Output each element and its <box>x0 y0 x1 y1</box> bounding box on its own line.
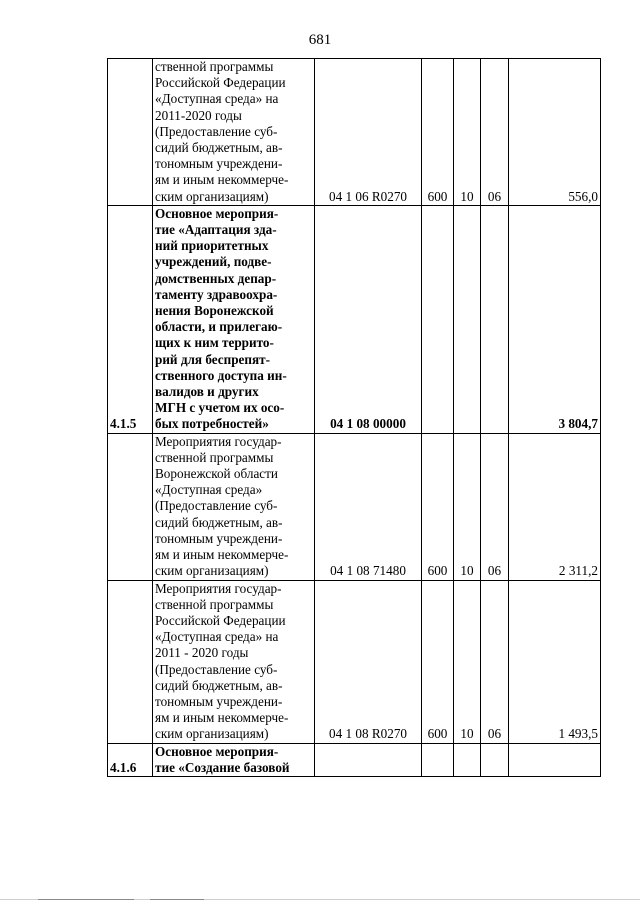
item-name-line: МГН с учетом их осо- <box>155 400 285 416</box>
item-name-line: учреждений, подве- <box>155 254 272 270</box>
item-name-line: тие «Создание базовой <box>155 759 290 775</box>
item-name-line: ственного доступа ин- <box>155 367 287 383</box>
row-number-cell <box>108 433 153 580</box>
amount-cell: 1 493,5 <box>509 580 601 743</box>
item-name-line: бых потребностей» <box>155 416 269 432</box>
item-name-line: ям и иным некоммерче- <box>155 547 289 563</box>
item-name-line: (Предоставление суб- <box>155 123 278 139</box>
item-name-line: 2011-2020 годы <box>155 107 242 123</box>
item-name-line: 2011 - 2020 годы <box>155 645 249 661</box>
item-name-line: (Предоставление суб- <box>155 661 278 677</box>
item-name-line: тие «Адаптация зда- <box>155 222 277 238</box>
item-name-line: Российской Федерации <box>155 612 286 628</box>
item-name-line: ний приоритетных <box>155 238 269 254</box>
item-name-line: валидов и других <box>155 384 259 400</box>
item-name-line: «Доступная среда» на <box>155 629 279 645</box>
item-name-line: ям и иным некоммерче- <box>155 172 289 188</box>
expense-type-cell: 600 <box>422 580 454 743</box>
amount-cell: 2 311,2 <box>509 433 601 580</box>
item-name-line: «Доступная среда» <box>155 482 263 498</box>
item-name-line: нения Воронежской <box>155 303 274 319</box>
table-row <box>108 433 601 580</box>
expense-type-cell <box>422 205 454 433</box>
item-name-line: тономным учреждени- <box>155 156 283 172</box>
item-name-cell <box>153 580 315 743</box>
section-cell: 10 <box>454 580 481 743</box>
amount-cell: 3 804,7 <box>509 205 601 433</box>
amount-cell <box>509 743 601 776</box>
item-name-line: Основное мероприя- <box>155 205 279 221</box>
item-name-line: ским организациям) <box>155 563 269 579</box>
page-number: 681 <box>308 32 332 48</box>
row-number-cell: 4.1.6 <box>108 743 153 776</box>
item-name-line: сидий бюджетным, ав- <box>155 514 283 530</box>
table-row <box>108 580 601 743</box>
section-cell: 10 <box>454 59 481 206</box>
item-name-line: Воронежской области <box>155 466 278 482</box>
target-code-cell: 04 1 08 R0270 <box>315 580 422 743</box>
item-name-line: ским организациям) <box>155 726 269 742</box>
subsection-cell <box>481 205 509 433</box>
item-name-cell <box>153 59 315 206</box>
item-name-line: ям и иным некоммерче- <box>155 710 289 726</box>
table-row <box>108 743 601 776</box>
target-code-cell <box>315 743 422 776</box>
expense-type-cell <box>422 743 454 776</box>
subsection-cell: 06 <box>481 580 509 743</box>
item-name-line: (Предоставление суб- <box>155 498 278 514</box>
section-cell: 10 <box>454 433 481 580</box>
item-name-cell <box>153 743 315 776</box>
item-name-line: «Доступная среда» на <box>155 91 279 107</box>
item-name-line: сидий бюджетным, ав- <box>155 140 283 156</box>
item-name-line: области, и прилегаю- <box>155 319 283 335</box>
item-name-line: Основное мероприя- <box>155 743 279 759</box>
subsection-cell: 06 <box>481 59 509 206</box>
expense-type-cell: 600 <box>422 433 454 580</box>
section-cell <box>454 205 481 433</box>
subsection-cell: 06 <box>481 433 509 580</box>
page-bottom-rule <box>0 899 640 900</box>
amount-cell: 556,0 <box>509 59 601 206</box>
item-name-line: таменту здравоохра- <box>155 286 278 302</box>
item-name-line: Мероприятия государ- <box>155 580 282 596</box>
expense-type-cell: 600 <box>422 59 454 206</box>
table-row <box>108 59 601 206</box>
row-number-cell <box>108 59 153 206</box>
item-name-cell <box>153 205 315 433</box>
budget-table <box>107 58 601 777</box>
target-code-cell: 04 1 06 R0270 <box>315 59 422 206</box>
item-name-line: ственной программы <box>155 59 274 74</box>
item-name-line: сидий бюджетным, ав- <box>155 677 283 693</box>
item-name-line: ственной программы <box>155 596 274 612</box>
section-cell <box>454 743 481 776</box>
row-number-cell: 4.1.5 <box>108 205 153 433</box>
item-name-line: щих к ним террито- <box>155 335 274 351</box>
item-name-cell <box>153 433 315 580</box>
item-name-line: ственной программы <box>155 449 274 465</box>
item-name-line: Мероприятия государ- <box>155 433 282 449</box>
item-name-line: тономным учреждени- <box>155 693 283 709</box>
item-name-line: ским организациям) <box>155 188 269 204</box>
item-name-line: рий для беспрепят- <box>155 351 271 367</box>
table-body <box>108 59 601 777</box>
row-number-cell <box>108 580 153 743</box>
table-row <box>108 205 601 433</box>
item-name-line: тономным учреждени- <box>155 530 283 546</box>
subsection-cell <box>481 743 509 776</box>
item-name-line: домственных депар- <box>155 270 277 286</box>
target-code-cell: 04 1 08 71480 <box>315 433 422 580</box>
target-code-cell: 04 1 08 00000 <box>315 205 422 433</box>
item-name-line: Российской Федерации <box>155 75 286 91</box>
